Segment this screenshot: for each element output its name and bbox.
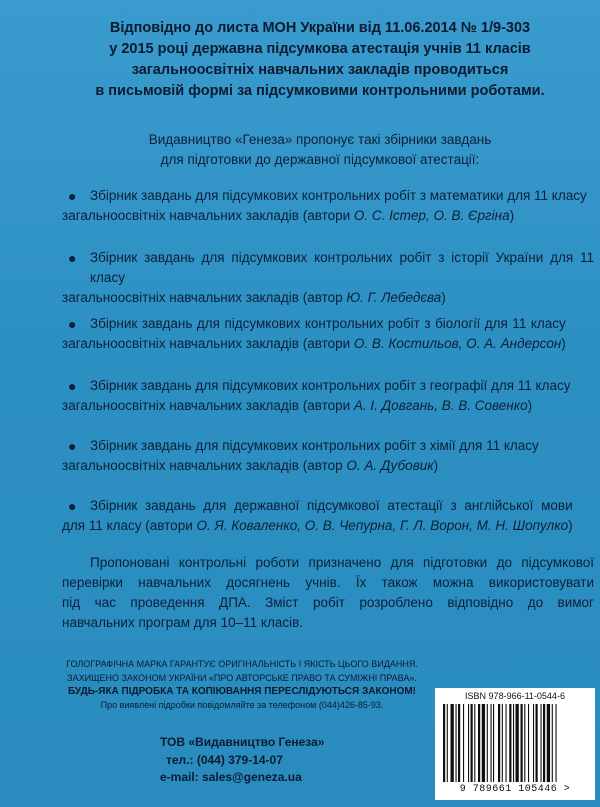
barcode-stripe	[516, 704, 519, 782]
barcode-stripe	[458, 704, 460, 782]
item-authors-line: для 11 класу (автори О. Я. Коваленко, О. В. Чепурна, Г. Л. Ворон, М. Н. Шопулко)	[62, 518, 573, 533]
barcode-icon	[443, 704, 587, 782]
barcode-stripe	[463, 704, 464, 782]
header-line: у 2015 році державна підсумкова атестація учнів 11 класів	[109, 41, 531, 57]
item-authors: О. А. Дубовик	[346, 458, 434, 473]
barcode-stripe	[552, 704, 553, 782]
barcode-stripe	[487, 704, 488, 782]
outro-line: Пропоновані контрольні роботи призначено для підготовки до підсумкової	[90, 555, 594, 570]
barcode-stripe	[471, 704, 473, 782]
publisher-contacts	[160, 734, 360, 787]
barcode-stripe	[521, 704, 523, 782]
notice-line: Про виявлені підробки повідомляйте за телефоном (044)426-85-93.	[100, 699, 384, 710]
item-authors-line: загальноосвітніх навчальних закладів (автор Ю. Г. Лебедєва)	[62, 290, 446, 305]
barcode-stripe	[443, 704, 445, 782]
bullet-icon: ●	[68, 250, 77, 266]
header-line: Відповідно до листа МОН України від 11.06.2014 № 1/9-303	[109, 20, 531, 36]
barcode-stripe	[547, 704, 550, 782]
barcode-stripe	[528, 704, 529, 782]
barcode-stripe	[541, 704, 542, 782]
intro-text	[100, 130, 540, 170]
list-item	[62, 248, 594, 308]
publisher-name: ТОВ «Видавництво Генеза»	[160, 735, 325, 749]
barcode-stripe	[502, 704, 503, 782]
barcode-stripe	[478, 704, 480, 782]
bullet-icon: ●	[68, 188, 77, 204]
item-authors: А. І. Довгань, В. В. Совенко	[353, 398, 528, 413]
bullet-icon: ●	[68, 498, 77, 514]
item-title: Збірник завдань для підсумкових контрольних робіт з географії для 11 класу	[90, 378, 571, 393]
copyright-notice	[62, 658, 422, 712]
item-authors-line: загальноосвітніх навчальних закладів (автори О. В. Костильов, О. А. Андерсон)	[62, 336, 566, 351]
barcode-stripe	[482, 704, 485, 782]
barcode-stripe	[474, 704, 475, 782]
barcode-stripe	[456, 704, 457, 782]
notice-warning: БУДЬ-ЯКА ПІДРОБКА ТА КОПІЮВАННЯ ПЕРЕСЛІДУЮТЬСЯ ЗАКОНОМ!	[67, 686, 417, 697]
header-line: в письмовій формі за підсумковими контрольними роботами.	[95, 83, 545, 99]
item-authors-line: загальноосвітніх навчальних закладів (автори А. І. Довгань, В. В. Совенко)	[62, 398, 533, 413]
item-authors: О. Я. Коваленко, О. В. Чепурна, Г. Л. Ворон, М. Н. Шопулко	[196, 518, 569, 533]
outro-line: навчальних програм для 10–11 класів.	[62, 615, 303, 630]
list-item	[62, 376, 570, 416]
list-item	[62, 186, 587, 226]
barcode-stripe	[506, 704, 507, 782]
item-title: Збірник завдань для державної підсумкової атестації з англійської мови	[90, 498, 573, 513]
header-line: загальноосвітніх навчальних закладів проводиться	[131, 62, 509, 78]
item-authors: О. В. Костильов, О. А. Андерсон	[353, 336, 562, 351]
barcode-stripe	[451, 704, 454, 782]
barcode-stripe	[513, 704, 514, 782]
bullet-icon: ●	[68, 316, 77, 332]
publisher-email: e-mail: sales@geneza.ua	[160, 770, 302, 784]
outro-text	[62, 553, 594, 633]
item-title: Збірник завдань для підсумкових контрольних робіт з хімії для 11 класу	[90, 438, 539, 453]
outro-line: перевірки навчальних досягнень учнів. Їх також можна використовувати	[62, 575, 594, 590]
publisher-phone: тел.: (044) 379-14-07	[166, 752, 283, 767]
barcode-stripe	[556, 704, 557, 782]
list-item	[62, 314, 566, 354]
barcode-stripe	[447, 704, 448, 782]
item-authors: Ю. Г. Лебедєва	[346, 290, 442, 305]
intro-line: Видавництво «Генеза» пропонує такі збірники завдань	[148, 132, 492, 147]
barcode-stripe	[493, 704, 494, 782]
barcode-stripe	[536, 704, 538, 782]
item-title: Збірник завдань для підсумкових контрольних робіт з біології для 11 класу	[90, 316, 566, 331]
item-authors: О. С. Істер, О. В. Єргіна	[353, 208, 510, 223]
intro-line: для підготовки до державної підсумкової атестації:	[160, 152, 480, 167]
barcode-stripe	[509, 704, 511, 782]
isbn-text: ISBN 978-966-11-0544-6	[465, 691, 565, 701]
barcode-stripe	[468, 704, 469, 782]
list-item	[62, 436, 539, 476]
notice-line: ЗАХИЩЕНО ЗАКОНОМ УКРАЇНИ «ПРО АВТОРСЬКЕ ПРАВО ТА СУМІЖНІ ПРАВА».	[67, 672, 417, 683]
header-notice	[60, 18, 580, 102]
barcode-stripe	[524, 704, 525, 782]
barcode-stripe	[498, 704, 500, 782]
outro-line: під час проведення ДПА. Зміст робіт розроблено відповідно до вимог	[62, 595, 594, 610]
item-title: Збірник завдань для підсумкових контрольних робіт з історії України для 11 класу	[90, 250, 594, 285]
barcode-stripe	[491, 704, 492, 782]
barcode-stripe	[543, 704, 545, 782]
barcode-stripe	[533, 704, 534, 782]
item-authors-line: загальноосвітніх навчальних закладів (автор О. А. Дубовик)	[62, 458, 439, 473]
barcode-label	[435, 688, 595, 800]
barcode-number: 9 789661 105446 >	[459, 784, 571, 795]
item-authors-line: загальноосвітніх навчальних закладів (автори О. С. Істер, О. В. Єргіна)	[62, 208, 515, 223]
bullet-icon: ●	[68, 438, 77, 454]
item-title: Збірник завдань для підсумкових контрольних робіт з математики для 11 класу	[90, 188, 587, 203]
list-item	[62, 496, 573, 536]
notice-line: ГОЛОГРАФІЧНА МАРКА ГАРАНТУЄ ОРИГІНАЛЬНІСТЬ І ЯКІСТЬ ЦЬОГО ВИДАННЯ.	[66, 659, 418, 669]
bullet-icon: ●	[68, 378, 77, 394]
